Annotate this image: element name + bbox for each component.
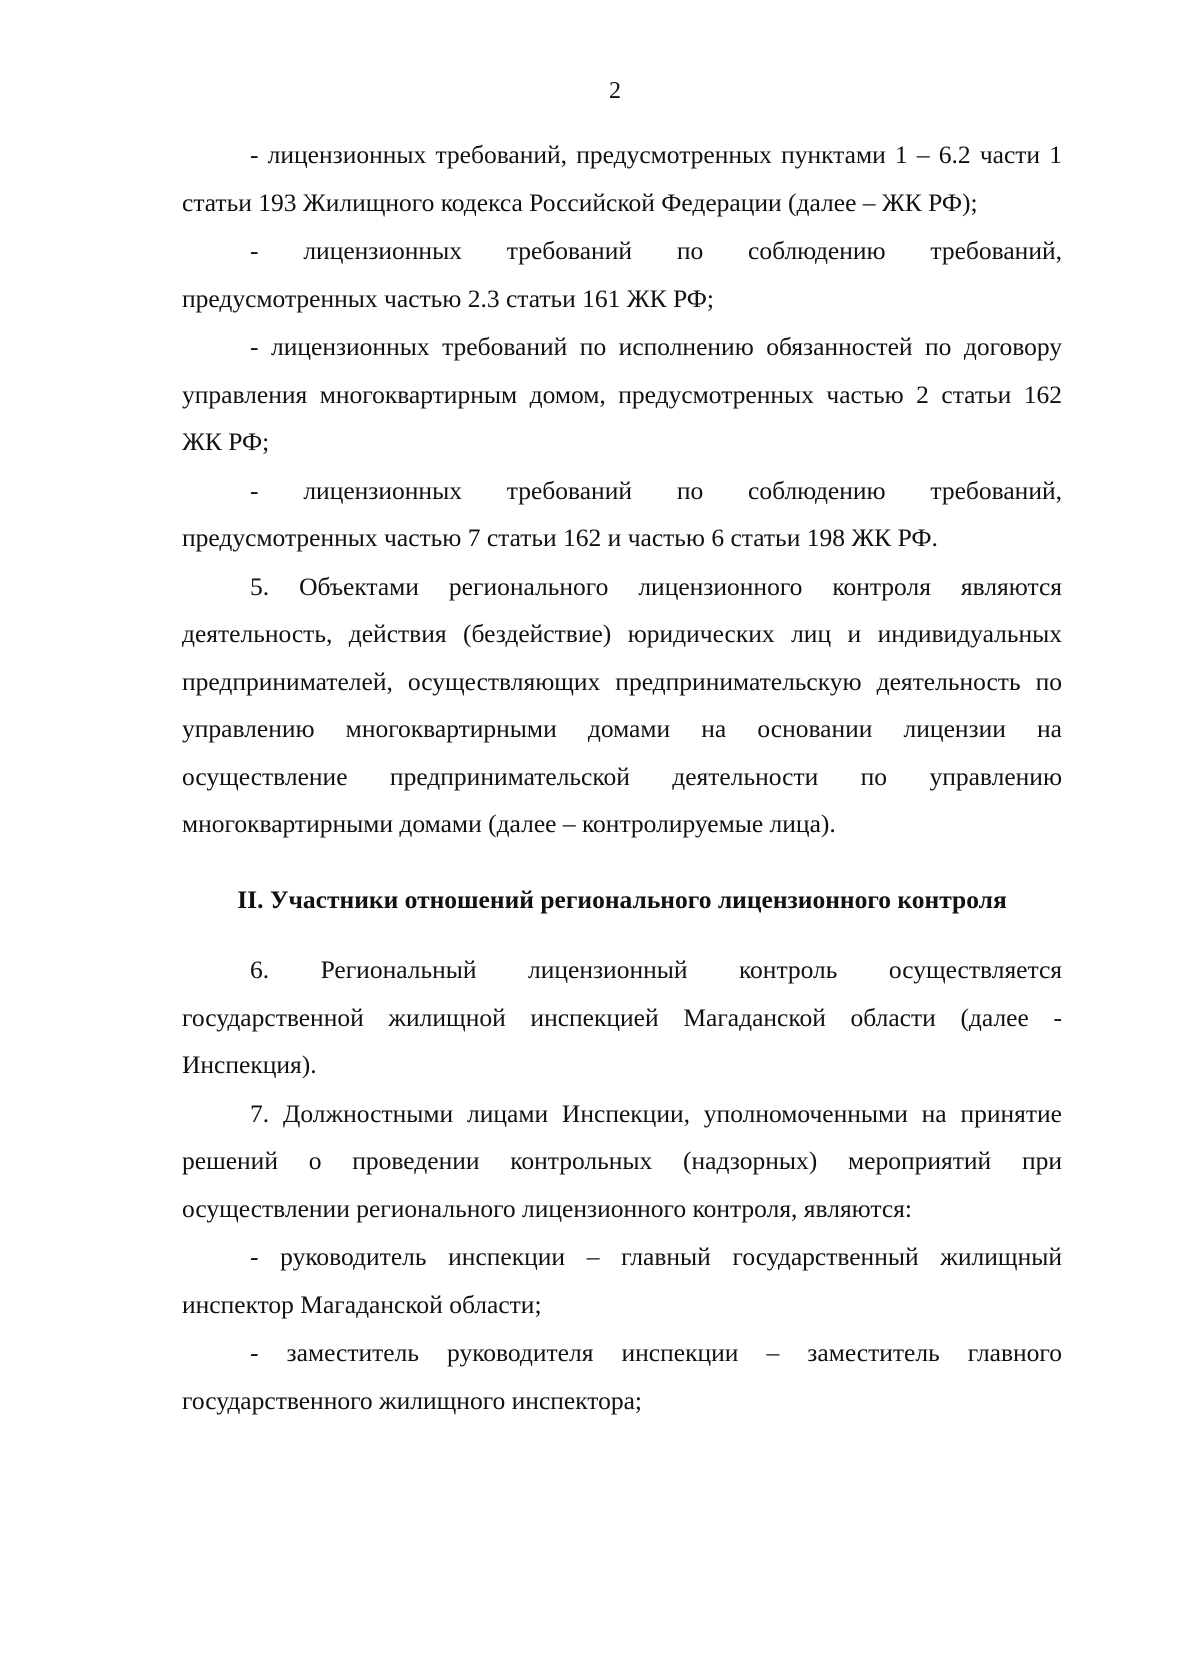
paragraph-item-5: 5. Объектами регионального лицензионного контроля являются деятельность, действия (бездействие) юридических лиц и индивидуальных предпринимателей, осуществляющих предпринимательскую деятельность по управлению многоквартирными домами на основании лицензии на осуществление предпринимательской деятельности по управлению многоквартирными домами (далее – контролируемые лица). bbox=[182, 571, 1062, 838]
section-heading: II. Участники отношений регионального лицензионного контроля bbox=[237, 884, 1007, 914]
page-number: 2 bbox=[609, 78, 621, 104]
paragraph-item-7: 7. Должностными лицами Инспекции, уполномоченными на принятие решений о проведении контрольных (надзорных) мероприятий при осуществлении регионального лицензионного контроля, являются: bbox=[182, 1098, 1062, 1223]
paragraph-licensing-requirements-3: - лицензионных требований по исполнению обязанностей по договору управления многоквартирным домом, предусмотренных частью 2 статьи 162 ЖК РФ; bbox=[182, 332, 1062, 456]
paragraph-official-head: - руководитель инспекции – главный государственный жилищный инспектор Магаданской области; bbox=[182, 1242, 1062, 1319]
paragraph-licensing-requirements-1: - лицензионных требований, предусмотренных пунктами 1 – 6.2 части 1 статьи 193 Жилищного кодекса Российской Федерации (далее – ЖК РФ); bbox=[182, 140, 1062, 217]
paragraph-licensing-requirements-2: - лицензионных требований по соблюдению требований, предусмотренных частью 2.3 статьи 161 ЖК РФ; bbox=[182, 236, 1062, 313]
document-body bbox=[182, 131, 1062, 1425]
paragraph-licensing-requirements-4: - лицензионных требований по соблюдению требований, предусмотренных частью 7 статьи 162 и частью 6 статьи 198 ЖК РФ. bbox=[182, 475, 1062, 552]
paragraph-item-6: 6. Региональный лицензионный контроль осуществляется государственной жилищной инспекцией Магаданской области (далее - Инспекция). bbox=[182, 955, 1062, 1079]
paragraph-official-deputy: - заместитель руководителя инспекции – заместитель главного государственного жилищного инспектора; bbox=[182, 1338, 1062, 1415]
